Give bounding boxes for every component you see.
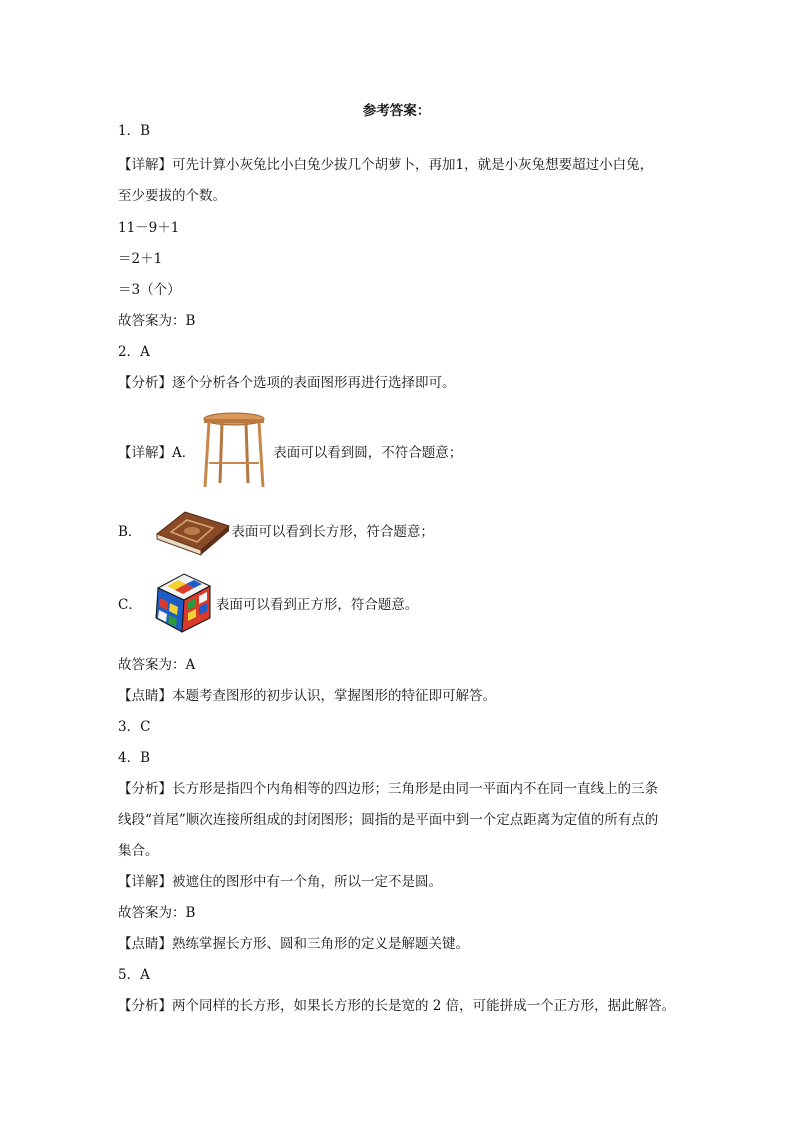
q4-analysis-line1: 【分析】长方形是指四个内角相等的四边形；三角形是由同一平面内不在同一直线上的三条 — [118, 781, 658, 797]
q2-option-b-text: 表面可以看到长方形，符合题意； — [231, 524, 434, 540]
q2-analysis: 【分析】逐个分析各个选项的表面图形再进行选择即可。 — [118, 375, 456, 391]
q2-detail-prefix: 【详解】A． — [118, 445, 196, 461]
page-title: 参考答案： — [362, 103, 431, 119]
book-image — [151, 504, 231, 556]
q4-analysis-line3: 集合。 — [118, 843, 159, 859]
q4-detail: 【详解】被遮住的图形中有一个角，所以一定不是圆。 — [118, 874, 442, 890]
q4-analysis-line2: 线段“首尾”顺次连接所组成的封闭图形；圆指的是平面中到一个定点距离为定值的所有点的 — [118, 812, 659, 828]
q1-calc-line2: ＝2＋1 — [118, 251, 163, 267]
q2-option-a — [118, 411, 462, 491]
q1-detail-line1: 【详解】可先计算小灰兔比小白兔少拔几个胡萝卜，再加1，就是小灰兔想要超过小白兔， — [118, 157, 654, 173]
q1-detail-line2: 至少要拔的个数。 — [118, 188, 226, 204]
q4-note: 【点睛】熟练掌握长方形、圆和三角形的定义是解题关键。 — [118, 936, 469, 952]
q5-analysis: 【分析】两个同样的长方形，如果长方形的长是宽的 2 倍，可能拼成一个正方形，据此解答。 — [118, 998, 676, 1014]
q2-option-b — [118, 504, 434, 556]
rubiks-cube-image — [150, 568, 216, 638]
q2-heading: 2．A — [118, 344, 150, 360]
q2-option-c-prefix: C． — [118, 597, 142, 613]
q2-answer: 故答案为：A — [118, 657, 196, 673]
q4-answer: 故答案为：B — [118, 905, 196, 921]
q2-note: 【点睛】本题考查图形的初步认识，掌握图形的特征即可解答。 — [118, 688, 496, 704]
q3-heading: 3．C — [118, 719, 151, 735]
stool-image — [197, 411, 271, 491]
q2-option-b-prefix: B． — [118, 524, 142, 540]
q2-option-c-text: 表面可以看到正方形，符合题意。 — [215, 597, 419, 613]
q5-heading: 5．A — [118, 967, 150, 983]
q2-option-c — [118, 568, 418, 638]
q2-option-a-text: 表面可以看到圆，不符合题意； — [273, 445, 463, 461]
q1-answer: 故答案为：B — [118, 313, 196, 329]
q1-calc-line1: 11－9＋1 — [118, 220, 180, 236]
q4-heading: 4．B — [118, 750, 151, 766]
q1-heading: 1．B — [118, 123, 151, 139]
q1-calc-line3: ＝3（个） — [118, 282, 181, 298]
